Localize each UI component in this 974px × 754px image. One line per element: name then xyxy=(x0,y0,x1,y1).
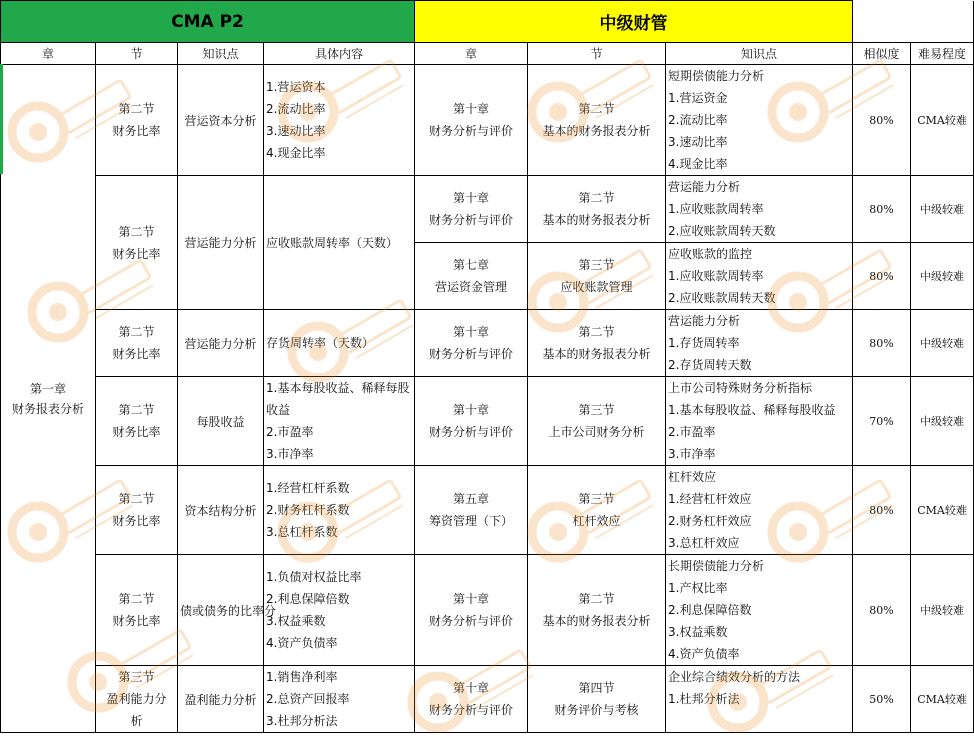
table-row xyxy=(1,310,974,377)
zj-point-cell[interactable] xyxy=(666,310,853,377)
cell-line: 第一章 xyxy=(29,381,66,396)
cell-line: 第二节 xyxy=(118,592,155,606)
cell-line: 第二节 xyxy=(118,325,155,339)
cell-line: 3.速动比率 xyxy=(266,124,326,138)
cell-line: 第十章 xyxy=(453,325,490,339)
cell-line: 第十章 xyxy=(453,102,490,116)
zj-point-cell[interactable] xyxy=(666,243,853,310)
cell-line: 3.速动比率 xyxy=(668,135,728,149)
cma-content-cell[interactable] xyxy=(264,666,415,733)
cma-content-cell[interactable] xyxy=(264,176,415,310)
table-row xyxy=(1,377,974,466)
cell-line: 第三节 xyxy=(118,670,155,684)
cell-line: 第十章 xyxy=(453,191,490,205)
zj-chapter-cell[interactable] xyxy=(415,65,528,176)
cell-line: 3.总杠杆效应 xyxy=(668,536,740,550)
similarity-cell[interactable]: 50% xyxy=(853,666,911,733)
cell-line: 财务比率 xyxy=(112,246,161,261)
cma-chapter-cell[interactable] xyxy=(1,65,96,733)
cell-line: 析 xyxy=(130,714,143,728)
cell-line: 上市公司财务分析 xyxy=(548,425,645,439)
cell-line: 2.市盈率 xyxy=(668,425,716,439)
cell-line: 1.基本每股收益、稀释每股收益 xyxy=(266,381,410,417)
difficulty-cell[interactable]: 中级较难 xyxy=(911,377,974,466)
col-header-similarity[interactable]: 相似度 xyxy=(853,43,911,65)
zj-point-cell[interactable] xyxy=(666,466,853,555)
cell-line: 3.市净率 xyxy=(668,447,716,461)
header-cma[interactable]: CMA P2 xyxy=(1,1,415,43)
col-header-zj-point[interactable]: 知识点 xyxy=(666,43,853,65)
cell-line: 3.总杠杆系数 xyxy=(266,525,338,539)
cma-content-cell[interactable] xyxy=(264,555,415,666)
header-blank[interactable] xyxy=(853,1,974,43)
cell-line: 1.应收账款周转率 xyxy=(668,269,764,283)
zj-chapter-cell[interactable] xyxy=(415,466,528,555)
cma-content-cell[interactable] xyxy=(264,466,415,555)
cell-line: 应收账款周转率（天数） xyxy=(266,235,399,250)
cell-line: 2.应收账款周转天数 xyxy=(668,224,776,238)
cell-line: 2.存货周转天数 xyxy=(668,358,752,372)
cell-line: 第五章 xyxy=(453,492,490,506)
cell-line: 第三节 xyxy=(578,258,615,272)
table-row xyxy=(1,65,974,176)
cell-line: 第三节 xyxy=(578,492,615,506)
zj-section-cell[interactable] xyxy=(528,176,666,243)
cell-line: 财务分析与评价 xyxy=(429,703,514,717)
cma-section-cell[interactable] xyxy=(96,377,178,466)
cell-line: 财务分析与评价 xyxy=(429,614,514,628)
cell-line: 4.现金比率 xyxy=(266,146,326,160)
similarity-cell[interactable]: 80% xyxy=(853,466,911,555)
cell-line: 财务分析与评价 xyxy=(429,425,514,439)
zj-section-cell[interactable] xyxy=(528,666,666,733)
cell-line: 筹资管理（下） xyxy=(429,514,514,528)
cell-line: 2.财务杠杆效应 xyxy=(668,514,752,528)
zj-chapter-cell[interactable] xyxy=(415,310,528,377)
cma-section-cell[interactable] xyxy=(96,176,178,310)
cma-content-cell[interactable] xyxy=(264,65,415,176)
cell-line: 基本的财务报表分析 xyxy=(542,614,651,628)
cell-line: 财务比率 xyxy=(112,614,161,628)
cma-point-cell[interactable]: 营运资本分析 xyxy=(178,65,264,176)
difficulty-cell[interactable]: 中级较难 xyxy=(911,176,974,243)
cma-section-cell[interactable] xyxy=(96,666,178,733)
cma-point-cell[interactable]: 每股收益 xyxy=(178,377,264,466)
cell-line: 4.资产负债率 xyxy=(266,636,338,650)
cell-line: 上市公司特殊财务分析指标 xyxy=(668,381,813,395)
cell-line: 第二节 xyxy=(118,224,155,239)
cma-section-cell[interactable] xyxy=(96,555,178,666)
similarity-cell[interactable]: 80% xyxy=(853,176,911,243)
cma-point-cell[interactable]: 资本结构分析 xyxy=(178,466,264,555)
table-row xyxy=(1,666,974,733)
zj-point-cell[interactable] xyxy=(666,65,853,176)
cell-line: 2.利息保障倍数 xyxy=(266,592,350,606)
cell-line: 2.利息保障倍数 xyxy=(668,603,752,617)
header-zhongji[interactable]: 中级财管 xyxy=(415,1,853,43)
cell-line: 第七章 xyxy=(453,258,490,272)
cell-line: 1.基本每股收益、稀释每股收益 xyxy=(668,403,836,417)
difficulty-cell[interactable]: 中级较难 xyxy=(911,243,974,310)
cma-section-cell[interactable] xyxy=(96,65,178,176)
col-header-zj-chapter[interactable]: 章 xyxy=(415,43,528,65)
cell-line: 短期偿债能力分析 xyxy=(668,69,765,83)
selection-indicator xyxy=(0,64,3,174)
cell-line: 财务评价与考核 xyxy=(554,703,639,717)
cma-point-cell[interactable]: 营运能力分析 xyxy=(178,310,264,377)
similarity-cell[interactable]: 80% xyxy=(853,243,911,310)
cell-line: 3.杜邦分析法 xyxy=(266,714,338,728)
cell-line: 财务比率 xyxy=(112,347,161,361)
cell-line: 第十章 xyxy=(453,681,490,695)
cell-line: 第二节 xyxy=(578,191,615,205)
cell-line: 4.现金比率 xyxy=(668,157,728,171)
cell-line: 盈利能力分 xyxy=(106,692,167,706)
cell-line: 财务分析与评价 xyxy=(429,124,514,138)
cell-line: 基本的财务报表分析 xyxy=(542,124,651,138)
table-row xyxy=(1,555,974,666)
cell-line: 长期偿债能力分析 xyxy=(668,559,765,573)
cma-section-cell[interactable] xyxy=(96,466,178,555)
cell-line: 2.总资产回报率 xyxy=(266,692,350,706)
cell-line: 应收账款管理 xyxy=(560,280,633,294)
similarity-cell[interactable]: 80% xyxy=(853,555,911,666)
cma-point-cell[interactable]: 营运能力分析 xyxy=(178,176,264,310)
difficulty-cell[interactable]: CMA较难 xyxy=(911,466,974,555)
col-header-point[interactable]: 知识点 xyxy=(178,43,264,65)
cell-line: 营运能力分析 xyxy=(668,314,741,328)
cell-line: 杠杆效应 xyxy=(668,470,717,484)
cell-line: 第十章 xyxy=(453,592,490,606)
cell-line: 2.应收账款周转天数 xyxy=(668,291,776,305)
zj-chapter-cell[interactable] xyxy=(415,176,528,243)
col-header-chapter[interactable]: 章 xyxy=(1,43,96,65)
zj-section-cell[interactable] xyxy=(528,310,666,377)
zj-section-cell[interactable] xyxy=(528,555,666,666)
cell-line: 第二节 xyxy=(578,325,615,339)
difficulty-cell[interactable]: 中级较难 xyxy=(911,310,974,377)
zj-section-cell[interactable] xyxy=(528,466,666,555)
difficulty-cell[interactable]: CMA较难 xyxy=(911,666,974,733)
col-header-zj-section[interactable]: 节 xyxy=(528,43,666,65)
cell-line: 第二节 xyxy=(578,592,615,606)
cell-line: 财务报表分析 xyxy=(11,401,84,416)
cma-point-cell[interactable]: 债或债务的比率分 xyxy=(178,555,264,666)
zj-point-cell[interactable] xyxy=(666,666,853,733)
cma-point-cell[interactable]: 盈利能力分析 xyxy=(178,666,264,733)
cell-line: 1.经营杠杆效应 xyxy=(668,492,752,506)
cell-line: 1.杜邦分析法 xyxy=(668,692,740,706)
cell-line: 存货周转率（天数） xyxy=(266,336,375,350)
cell-line: 3.权益乘数 xyxy=(668,625,728,639)
zj-section-cell[interactable] xyxy=(528,243,666,310)
cell-line: 第三节 xyxy=(578,403,615,417)
zj-section-cell[interactable] xyxy=(528,65,666,176)
cell-line: 企业综合绩效分析的方法 xyxy=(668,670,801,684)
col-header-content[interactable]: 具体内容 xyxy=(264,43,415,65)
cell-line: 营运资金管理 xyxy=(435,280,508,294)
cell-line: 第二节 xyxy=(118,492,155,506)
cell-line: 1.存货周转率 xyxy=(668,336,740,350)
cell-line: 第二节 xyxy=(118,403,155,417)
cell-line: 应收账款的监控 xyxy=(668,247,753,261)
cell-line: 第二节 xyxy=(578,102,615,116)
cell-line: 杠杆效应 xyxy=(572,514,621,528)
cell-line: 2.财务杠杆系数 xyxy=(266,503,350,517)
cell-line: 财务比率 xyxy=(112,514,161,528)
cell-line: 3.权益乘数 xyxy=(266,614,326,628)
cell-line: 1.销售净利率 xyxy=(266,670,338,684)
cma-section-cell[interactable] xyxy=(96,310,178,377)
cell-line: 1.经营杠杆系数 xyxy=(266,481,350,495)
cell-line: 3.市净率 xyxy=(266,447,314,461)
cell-line: 财务比率 xyxy=(112,124,161,138)
difficulty-cell[interactable]: CMA较难 xyxy=(911,65,974,176)
similarity-cell[interactable]: 70% xyxy=(853,377,911,466)
cell-line: 2.流动比率 xyxy=(668,113,728,127)
cell-line: 基本的财务报表分析 xyxy=(542,347,651,361)
cell-line: 1.应收账款周转率 xyxy=(668,202,764,216)
cell-line: 财务分析与评价 xyxy=(429,347,514,361)
cell-line: 4.资产负债率 xyxy=(668,647,740,661)
similarity-cell[interactable]: 80% xyxy=(853,310,911,377)
cell-line: 第二节 xyxy=(118,102,155,116)
cell-line: 财务比率 xyxy=(112,425,161,439)
cma-content-cell[interactable] xyxy=(264,310,415,377)
zj-chapter-cell[interactable] xyxy=(415,666,528,733)
similarity-cell[interactable]: 80% xyxy=(853,65,911,176)
col-header-section[interactable]: 节 xyxy=(96,43,178,65)
cell-line: 营运能力分析 xyxy=(668,180,741,194)
zj-chapter-cell[interactable] xyxy=(415,555,528,666)
cell-line: 1.营运资金 xyxy=(668,91,728,105)
table-row xyxy=(1,176,974,243)
cell-line: 1.营运资本 xyxy=(266,80,326,94)
cell-line: 财务分析与评价 xyxy=(429,213,514,227)
cell-line: 第四节 xyxy=(578,681,615,695)
zj-point-cell[interactable] xyxy=(666,555,853,666)
zj-section-cell[interactable] xyxy=(528,377,666,466)
difficulty-cell[interactable]: 中级较难 xyxy=(911,555,974,666)
zj-chapter-cell[interactable] xyxy=(415,377,528,466)
zj-point-cell[interactable] xyxy=(666,377,853,466)
zj-point-cell[interactable] xyxy=(666,176,853,243)
cell-line: 2.市盈率 xyxy=(266,425,314,439)
col-header-difficulty[interactable]: 难易程度 xyxy=(911,43,974,65)
cma-content-cell[interactable] xyxy=(264,377,415,466)
cell-line: 基本的财务报表分析 xyxy=(542,213,651,227)
table-row xyxy=(1,466,974,555)
cell-line: 1.产权比率 xyxy=(668,581,728,595)
cell-line: 1.负债对权益比率 xyxy=(266,570,362,584)
cell-line: 第十章 xyxy=(453,403,490,417)
zj-chapter-cell[interactable] xyxy=(415,243,528,310)
cell-line: 2.流动比率 xyxy=(266,102,326,116)
